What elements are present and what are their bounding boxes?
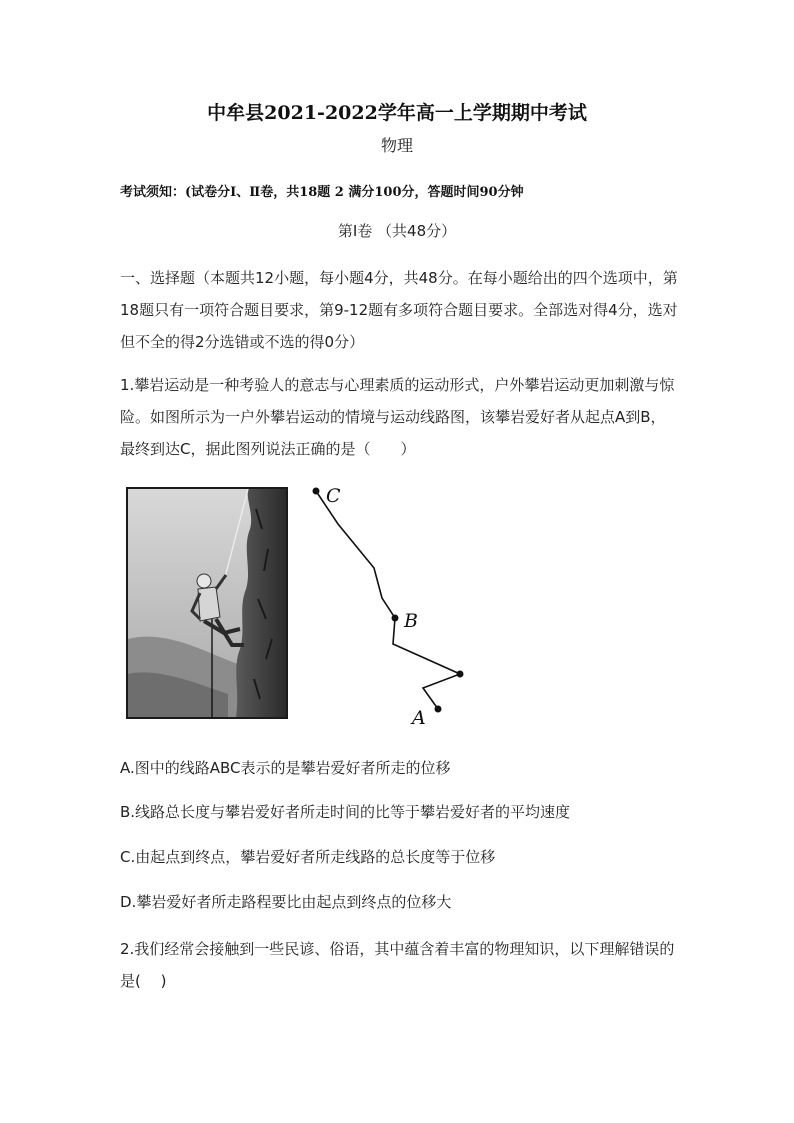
section-title: 第Ⅰ卷 （共48分） — [337, 222, 457, 240]
exam-notice: 考试须知：(试卷分Ⅰ、Ⅱ卷，共18题 2 满分100分，答题时间90分钟 — [120, 185, 524, 200]
question-1-stem: 1.攀岩运动是一种考验人的意志与心理素质的运动形式，户外攀岩运动更加刺激与惊险。如图所示为一户外攀岩运动的情境与运动线路图，该攀岩爱好者从起点A到B，最终到达C，据此图列说法正确的是（ ） — [120, 376, 675, 458]
question-1-option-b: B.线路总长度与攀岩爱好者所走时间的比等于攀岩爱好者的平均速度 — [120, 803, 571, 821]
climber-photo — [126, 487, 288, 719]
route-point-a — [435, 706, 442, 713]
route-path — [316, 491, 460, 709]
question-1-option-d: D.攀岩爱好者所走路程要比由起点到终点的位移大 — [120, 893, 452, 911]
route-label-c: C — [326, 485, 341, 507]
question-2-stem: 2.我们经常会接触到一些民谚、俗语，其中蕴含着丰富的物理知识，以下理解错误的是( ) — [120, 940, 675, 990]
route-point-c — [313, 488, 320, 495]
route-label-b: B — [404, 610, 418, 632]
route-point-b — [392, 615, 399, 622]
instructions-paragraph: 一、选择题（本题共12小题，每小题4分，共48分。在每小题给出的四个选项中，第18题只有一项符合题目要求，第9-12题有多项符合题目要求。全部选对得4分，选对但不全的得2分选错或不选的得0分） — [120, 269, 678, 351]
route-diagram — [292, 478, 472, 728]
question-1-option-c: C.由起点到终点，攀岩爱好者所走线路的总长度等于位移 — [120, 848, 496, 866]
exam-title: 中牟县2021-2022学年高一上学期期中考试 — [207, 102, 587, 124]
exam-subject: 物理 — [380, 136, 413, 155]
question-1-option-a: A.图中的线路ABC表示的是攀岩爱好者所走的位移 — [120, 759, 451, 777]
climber-photo-image — [128, 489, 286, 717]
route-turn-point — [457, 671, 464, 678]
route-label-a: A — [412, 707, 426, 728]
